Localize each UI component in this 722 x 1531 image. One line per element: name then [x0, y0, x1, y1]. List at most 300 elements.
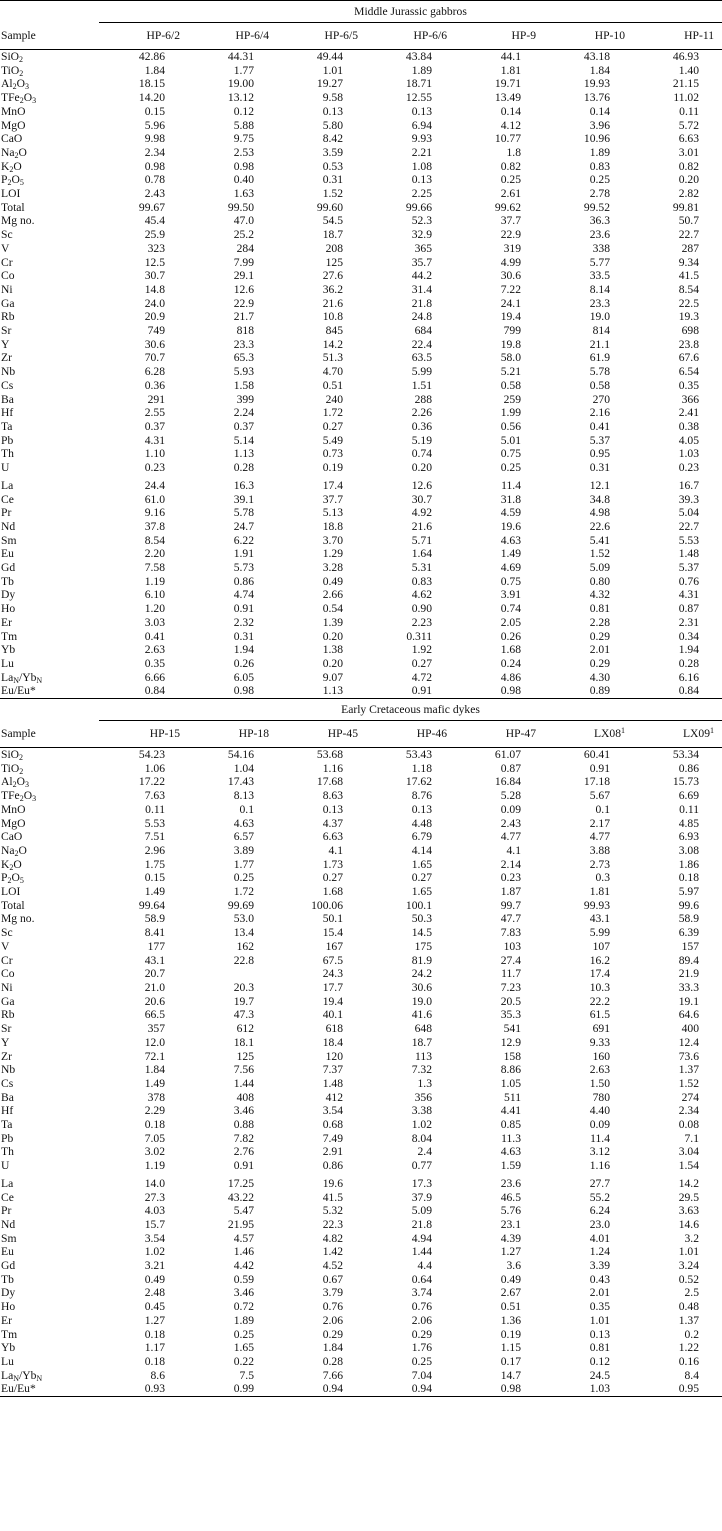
value-cell — [99, 119, 188, 133]
value-text: 0.08 — [678, 1118, 699, 1132]
value-cell — [455, 269, 544, 283]
value-cell — [633, 547, 722, 561]
value-cell — [277, 338, 366, 352]
value-cell — [366, 351, 455, 365]
value-text: 25.2 — [233, 228, 254, 242]
value-cell — [633, 803, 722, 817]
value-text: 1.01 — [589, 1313, 610, 1327]
value-cell — [277, 77, 366, 91]
value-text: 1.65 — [233, 1341, 254, 1355]
value-text: 53.34 — [672, 748, 699, 762]
value-cell — [99, 351, 188, 365]
value-cell — [188, 684, 277, 698]
row-label: $TFe_2O_3$ — [1, 91, 37, 106]
value-cell — [277, 1218, 366, 1232]
value-cell — [455, 119, 544, 133]
value-text: 0.73 — [322, 447, 343, 461]
value-text: 1.19 — [144, 1159, 165, 1173]
table-row — [0, 146, 722, 160]
value-cell — [188, 379, 277, 393]
value-cell — [544, 899, 633, 913]
value-text: 0.17 — [500, 1354, 521, 1368]
value-text: 0.93 — [144, 1382, 165, 1396]
value-cell — [633, 50, 722, 64]
table-row — [0, 844, 722, 858]
value-text: 3.08 — [678, 843, 699, 857]
value-cell — [455, 64, 544, 78]
value-text: 6.69 — [678, 789, 699, 803]
row-label: Yb — [1, 1341, 16, 1355]
value-text: 1.13 — [322, 684, 343, 698]
value-cell — [99, 228, 188, 242]
value-text: 41.6 — [411, 1008, 432, 1022]
value-cell — [544, 506, 633, 520]
value-text: 30.7 — [411, 492, 432, 506]
table-row — [0, 762, 722, 776]
value-text: 698 — [681, 324, 699, 338]
value-text: 19.0 — [589, 310, 610, 324]
value-cell — [99, 406, 188, 420]
value-text: 30.7 — [144, 269, 165, 283]
value-cell — [544, 1008, 633, 1022]
value-cell — [633, 1145, 722, 1159]
value-cell — [633, 132, 722, 146]
value-cell — [99, 146, 188, 160]
value-text: 1.22 — [678, 1341, 699, 1355]
value-cell — [277, 132, 366, 146]
value-cell — [277, 575, 366, 589]
value-text: 0.49 — [322, 574, 343, 588]
value-cell — [633, 616, 722, 630]
value-cell — [366, 1355, 455, 1369]
value-text: 2.29 — [144, 1104, 165, 1118]
sample-header-label: Sample — [0, 721, 99, 748]
value-cell — [366, 575, 455, 589]
value-cell — [544, 434, 633, 448]
value-cell — [366, 1050, 455, 1064]
value-text: 0.84 — [678, 684, 699, 698]
table-row — [0, 789, 722, 803]
value-text: 291 — [147, 392, 165, 406]
value-cell — [455, 1328, 544, 1342]
value-text: 4.63 — [500, 533, 521, 547]
value-cell — [633, 940, 722, 954]
row-label: Lu — [1, 1354, 14, 1368]
value-text: 1.49 — [144, 1076, 165, 1090]
value-text: 1.01 — [322, 63, 343, 77]
value-cell — [366, 1232, 455, 1246]
value-cell — [544, 561, 633, 575]
sample-name: HP-18 — [238, 727, 269, 741]
value-cell — [99, 858, 188, 872]
row-label: Ni — [1, 282, 13, 296]
value-cell — [188, 995, 277, 1009]
value-cell — [99, 602, 188, 616]
table-row — [0, 830, 722, 844]
value-text: 4.42 — [233, 1259, 254, 1273]
value-text: 20.6 — [144, 994, 165, 1008]
value-text: 0.23 — [144, 461, 165, 475]
value-cell — [455, 1132, 544, 1146]
value-text: 0.98 — [144, 159, 165, 173]
value-cell — [99, 803, 188, 817]
value-cell — [188, 547, 277, 561]
value-cell — [99, 588, 188, 602]
value-text: 1.52 — [322, 187, 343, 201]
value-cell — [455, 1204, 544, 1218]
value-cell — [633, 461, 722, 475]
value-text: 4.98 — [589, 506, 610, 520]
value-text: 6.93 — [678, 830, 699, 844]
row-label: Er — [1, 1313, 12, 1327]
value-cell — [366, 926, 455, 940]
value-text: 11.4 — [501, 478, 521, 492]
value-cell — [99, 64, 188, 78]
value-cell — [455, 899, 544, 913]
value-cell — [366, 1314, 455, 1328]
value-text: 157 — [681, 939, 699, 953]
value-text: 6.57 — [233, 830, 254, 844]
value-text: 35.3 — [500, 1008, 521, 1022]
value-text: 7.04 — [411, 1368, 432, 1382]
row-label: Cs — [1, 1076, 14, 1090]
value-text: 2.20 — [144, 547, 165, 561]
value-cell — [188, 1355, 277, 1369]
value-cell — [188, 616, 277, 630]
value-text: 14.8 — [144, 282, 165, 296]
value-text: 0.27 — [411, 656, 432, 670]
value-cell — [544, 1132, 633, 1146]
value-text: 6.63 — [678, 132, 699, 146]
value-cell — [277, 105, 366, 119]
value-text: 4.32 — [589, 588, 610, 602]
value-cell — [455, 940, 544, 954]
row-label: $P_2O_5$ — [1, 871, 24, 886]
value-cell — [455, 434, 544, 448]
row-label: $La_N/Yb_N$ — [1, 670, 43, 685]
value-text: 270 — [592, 392, 610, 406]
value-text: 27.7 — [589, 1176, 610, 1190]
value-cell — [366, 1077, 455, 1091]
value-cell — [188, 1191, 277, 1205]
value-cell — [633, 995, 722, 1009]
value-text: 0.48 — [678, 1300, 699, 1314]
value-text: 24.0 — [144, 296, 165, 310]
value-text: 44.2 — [411, 269, 432, 283]
sample-name: HP-11 — [684, 29, 714, 42]
value-text: 2.06 — [322, 1313, 343, 1327]
value-text: 125 — [236, 1049, 254, 1063]
value-text: 0.29 — [589, 629, 610, 643]
value-text: 2.34 — [678, 1104, 699, 1118]
value-cell — [99, 365, 188, 379]
value-cell — [188, 77, 277, 91]
value-text: 12.0 — [144, 1035, 165, 1049]
value-text: 17.4 — [589, 967, 610, 981]
value-cell — [188, 1341, 277, 1355]
value-cell — [544, 643, 633, 657]
row-label: Ce — [1, 492, 14, 506]
value-cell — [633, 1204, 722, 1218]
value-text: 3.04 — [678, 1145, 699, 1159]
value-text: 366 — [681, 392, 699, 406]
value-text: 99.67 — [138, 200, 165, 214]
value-cell — [544, 616, 633, 630]
value-text: 0.83 — [589, 159, 610, 173]
value-text: 0.11 — [145, 802, 165, 816]
value-text: 0.45 — [144, 1300, 165, 1314]
value-text: 16.2 — [589, 953, 610, 967]
row-label: Y — [1, 337, 10, 351]
value-cell — [455, 173, 544, 187]
value-cell — [366, 899, 455, 913]
value-cell — [544, 912, 633, 926]
value-cell — [99, 1022, 188, 1036]
value-text: 113 — [415, 1049, 432, 1063]
row-label: Nb — [1, 365, 16, 379]
value-cell — [366, 447, 455, 461]
table-row — [0, 684, 722, 698]
value-cell — [277, 1159, 366, 1173]
value-cell — [544, 420, 633, 434]
row-label: Sm — [1, 533, 17, 547]
value-cell — [544, 146, 633, 160]
value-text: 3.01 — [678, 145, 699, 159]
value-cell — [633, 630, 722, 644]
value-text: 175 — [414, 939, 432, 953]
value-cell — [633, 534, 722, 548]
value-cell — [455, 479, 544, 493]
value-text: 8.6 — [150, 1368, 165, 1382]
value-text: 58.9 — [678, 912, 699, 926]
value-text: 2.34 — [144, 145, 165, 159]
value-cell — [188, 365, 277, 379]
value-cell — [633, 393, 722, 407]
value-text: 31.8 — [500, 492, 521, 506]
value-text: 12.9 — [500, 1035, 521, 1049]
value-text: 2.25 — [411, 187, 432, 201]
row-label: Tb — [1, 1272, 14, 1286]
sample-column-header — [277, 23, 366, 50]
value-text: 5.53 — [678, 533, 699, 547]
value-text: 0.75 — [500, 447, 521, 461]
value-cell — [188, 1245, 277, 1259]
value-text: 1.39 — [322, 615, 343, 629]
value-text: 1.03 — [678, 447, 699, 461]
value-cell — [455, 187, 544, 201]
value-text: 0.84 — [144, 684, 165, 698]
value-cell — [633, 1159, 722, 1173]
value-cell — [455, 520, 544, 534]
value-text: 19.1 — [678, 994, 699, 1008]
value-text: 2.43 — [144, 187, 165, 201]
value-text: 1.58 — [233, 378, 254, 392]
value-text: 22.7 — [678, 228, 699, 242]
value-cell — [544, 534, 633, 548]
value-text: 1.20 — [144, 602, 165, 616]
value-text: 1.94 — [678, 643, 699, 657]
value-cell — [99, 379, 188, 393]
value-cell — [455, 461, 544, 475]
value-cell — [366, 885, 455, 899]
value-cell — [633, 91, 722, 105]
value-text: 0.20 — [411, 461, 432, 475]
value-cell — [544, 1314, 633, 1328]
row-label: $TFe_2O_3$ — [1, 789, 37, 804]
value-cell — [99, 534, 188, 548]
table-row — [0, 160, 722, 174]
value-text: 2.31 — [678, 615, 699, 629]
value-text: 0.76 — [678, 574, 699, 588]
value-text: 5.77 — [589, 255, 610, 269]
value-text: 6.10 — [144, 588, 165, 602]
value-text: 4.37 — [322, 816, 343, 830]
value-text: 0.19 — [500, 1327, 521, 1341]
table-row — [0, 420, 722, 434]
value-cell — [277, 1091, 366, 1105]
value-cell — [99, 1063, 188, 1077]
row-label: Th — [1, 1145, 14, 1159]
value-cell — [455, 547, 544, 561]
value-text: 4.41 — [500, 1104, 521, 1118]
value-text: 67.5 — [322, 953, 343, 967]
sample-name: HP-45 — [327, 727, 358, 741]
value-cell — [99, 643, 188, 657]
value-text: 749 — [147, 324, 165, 338]
value-cell — [455, 338, 544, 352]
sample-name: HP-15 — [149, 727, 180, 741]
table-row — [0, 1177, 722, 1191]
value-cell — [544, 657, 633, 671]
value-cell — [366, 242, 455, 256]
value-text: 1.37 — [678, 1313, 699, 1327]
value-cell — [99, 885, 188, 899]
value-text: 0.28 — [678, 656, 699, 670]
row-label: Co — [1, 269, 15, 283]
value-cell — [277, 547, 366, 561]
value-text: 107 — [592, 939, 610, 953]
value-text: 12.55 — [405, 91, 432, 105]
value-text: 21.7 — [233, 310, 254, 324]
value-cell — [544, 50, 633, 64]
value-cell — [366, 365, 455, 379]
value-text: 284 — [236, 241, 254, 255]
row-label: Hf — [1, 406, 14, 420]
value-cell — [544, 1218, 633, 1232]
value-text: 287 — [681, 241, 699, 255]
value-cell — [455, 534, 544, 548]
value-cell — [633, 242, 722, 256]
value-text: 1.89 — [589, 145, 610, 159]
value-cell — [633, 775, 722, 789]
sample-name: HP-6/2 — [146, 29, 180, 42]
value-cell — [99, 479, 188, 493]
row-label: V — [1, 939, 10, 953]
table-row — [0, 297, 722, 311]
value-text: 0.13 — [322, 104, 343, 118]
value-cell — [544, 871, 633, 885]
value-cell — [455, 1232, 544, 1246]
value-text: 2.78 — [589, 187, 610, 201]
value-cell — [544, 1063, 633, 1077]
value-cell — [277, 91, 366, 105]
table-body — [0, 1, 722, 1397]
value-cell — [633, 324, 722, 338]
value-cell — [455, 201, 544, 215]
table-row — [0, 1022, 722, 1036]
row-label: Th — [1, 447, 14, 461]
table-row — [0, 479, 722, 493]
value-text: 8.42 — [322, 132, 343, 146]
value-cell — [633, 351, 722, 365]
value-cell — [366, 1259, 455, 1273]
value-cell — [544, 160, 633, 174]
value-text: 17.43 — [227, 775, 254, 789]
value-cell — [455, 995, 544, 1009]
value-text: 2.67 — [500, 1286, 521, 1300]
value-text: 31.4 — [411, 282, 432, 296]
value-cell — [455, 885, 544, 899]
value-cell — [188, 269, 277, 283]
value-text: 1.36 — [500, 1313, 521, 1327]
value-text: 0.86 — [233, 574, 254, 588]
value-cell — [633, 420, 722, 434]
value-text: 99.7 — [500, 898, 521, 912]
value-cell — [366, 434, 455, 448]
value-cell — [277, 1022, 366, 1036]
value-cell — [633, 379, 722, 393]
value-cell — [366, 844, 455, 858]
value-cell — [455, 643, 544, 657]
value-cell — [99, 132, 188, 146]
row-label: CaO — [1, 830, 23, 844]
value-cell — [99, 201, 188, 215]
sample-name: HP-47 — [505, 727, 536, 741]
value-cell — [544, 91, 633, 105]
value-text: 23.6 — [589, 228, 610, 242]
row-label: Eu — [1, 547, 14, 561]
value-text: 0.15 — [144, 871, 165, 885]
row-label: Pb — [1, 1131, 14, 1145]
value-text: 0.31 — [589, 461, 610, 475]
value-text: 21.8 — [411, 296, 432, 310]
value-text: 1.29 — [322, 547, 343, 561]
value-cell — [99, 283, 188, 297]
value-cell — [633, 1218, 722, 1232]
value-cell — [544, 817, 633, 831]
value-cell — [544, 1355, 633, 1369]
value-cell — [544, 393, 633, 407]
table-row — [0, 940, 722, 954]
value-cell — [633, 269, 722, 283]
value-cell — [99, 1159, 188, 1173]
value-text: 2.32 — [233, 615, 254, 629]
value-text: 99.81 — [672, 200, 699, 214]
value-cell — [544, 1022, 633, 1036]
value-text: 6.63 — [322, 830, 343, 844]
value-text: 814 — [592, 324, 610, 338]
value-cell — [188, 1008, 277, 1022]
value-cell — [188, 830, 277, 844]
value-text: 8.63 — [322, 789, 343, 803]
value-cell — [99, 616, 188, 630]
value-cell — [455, 1159, 544, 1173]
value-cell — [633, 493, 722, 507]
value-text: 4.92 — [411, 506, 432, 520]
value-text: 0.18 — [144, 1118, 165, 1132]
value-text: 0.29 — [589, 656, 610, 670]
sample-column-header — [188, 23, 277, 50]
